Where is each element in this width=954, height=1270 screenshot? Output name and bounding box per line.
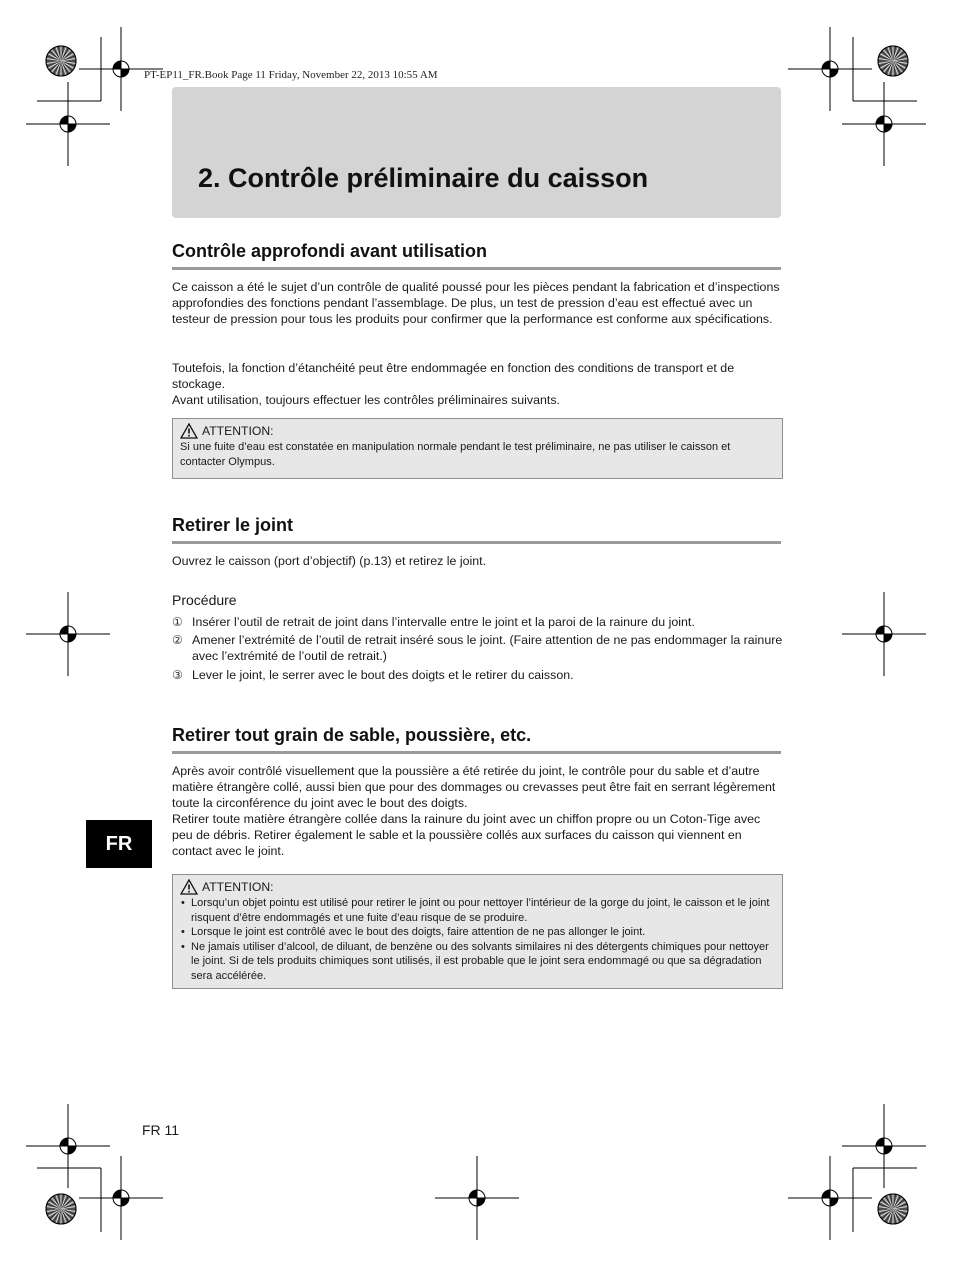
step-text: Insérer l’outil de retrait de joint dans l’intervalle entre le joint et la paroi de la rainure du joint. — [192, 615, 695, 629]
check-paragraph-3: Avant utilisation, toujours effectuer les contrôles préliminaires suivants. — [172, 393, 560, 407]
attention-bullet: • Lorsqu’un objet pointu est utilisé pour retirer le joint ou pour nettoyer l’intérieur de la gorge du joint, le caisson et le joint risquent d’être endommagés et une fuite d’eau risque de se produire. — [180, 896, 774, 925]
procedure-step — [172, 667, 784, 683]
sand-paragraph-1: Après avoir contrôlé visuellement que la poussière a été retirée du joint, le contrôle pour du sable et d’autre matière étrangère collé, aussi bien que pour des dommages ou crevasses peut être fait en serrant légèrement toute la circonférence du joint avec le bout des doigts. — [172, 764, 776, 811]
language-tab: FR — [86, 820, 152, 868]
joint-intro: Ouvrez le caisson (port d’objectif) (p.13) et retirez le joint. — [172, 554, 487, 568]
section-heading-sand: Retirer tout grain de sable, poussière, etc. — [172, 725, 781, 754]
attention-text: Si une fuite d’eau est constatée en manipulation normale pendant le test préliminaire, ne pas utiliser le caisson et contacter Olympus. — [180, 441, 731, 468]
step-number: ① — [172, 615, 183, 629]
book-header: PT-EP11_FR.Book Page 11 Friday, November 22, 2013 10:55 AM — [144, 69, 438, 81]
step-text: Lever le joint, le serrer avec le bout des doigts et le retirer du caisson. — [192, 667, 574, 682]
procedure-step — [172, 614, 784, 630]
section-heading-joint: Retirer le joint — [172, 515, 781, 544]
title-banner — [172, 87, 781, 218]
attention-bullets — [180, 896, 782, 984]
attention-bullet: • Lorsque le joint est contrôlé avec le bout des doigts, faire attention de ne pas allonger le joint. — [180, 925, 774, 940]
step-text: Amener l’extrémité de l’outil de retrait inséré sous le joint. (Faire attention de ne pas endommager la rainure avec l’extrémité de l’outil de retrait.) — [192, 633, 783, 664]
attention-header — [180, 423, 782, 439]
attention-box-2 — [172, 874, 783, 989]
sand-paragraph-2: Retirer toute matière étrangère collée dans la rainure du joint avec un chiffon propre ou un Coton-Tige avec peu de débris. Retirer également le sable et la poussière collés aux surfaces du caisson qui viennent en contact avec le joint. — [172, 812, 761, 859]
procedure-title: Procédure — [172, 592, 237, 608]
attention-header — [180, 879, 782, 895]
section-heading-check: Contrôle approfondi avant utilisation — [172, 241, 781, 270]
check-paragraph-2: Toutefois, la fonction d’étanchéité peut être endommagée en fonction des conditions de transport et de stockage. — [172, 361, 735, 392]
warning-icon — [180, 423, 198, 439]
procedure-step — [172, 632, 784, 664]
step-number: ③ — [172, 667, 183, 682]
page-title: 2. Contrôle préliminaire du caisson — [198, 163, 649, 193]
attention-bullet: • Ne jamais utiliser d’alcool, de diluant, de benzène ou des solvants similaires ni des détergents chimiques pour nettoyer le joint. Si de tels produits chimiques sont utilisés, il est probable que le joint sera endommagé ou que sa dégradation sera accélérée. — [180, 940, 774, 984]
procedure-steps — [172, 614, 784, 685]
attention-box-1 — [172, 418, 783, 479]
check-paragraph-1: Ce caisson a été le sujet d’un contrôle de qualité poussé pour les pièces pendant la fabrication et d’inspections approfondies des fonctions pendant l’assemblage. De plus, un test de pression d’eau est effectué avec un testeur de pression pour tous les produits pour confirmer que la performance est conforme aux spécifications. — [172, 280, 780, 327]
step-number: ② — [172, 633, 183, 648]
warning-icon — [180, 879, 198, 895]
attention-label: ATTENTION: — [202, 879, 274, 894]
page-number: FR 11 — [142, 1122, 180, 1138]
attention-label: ATTENTION: — [202, 423, 274, 438]
